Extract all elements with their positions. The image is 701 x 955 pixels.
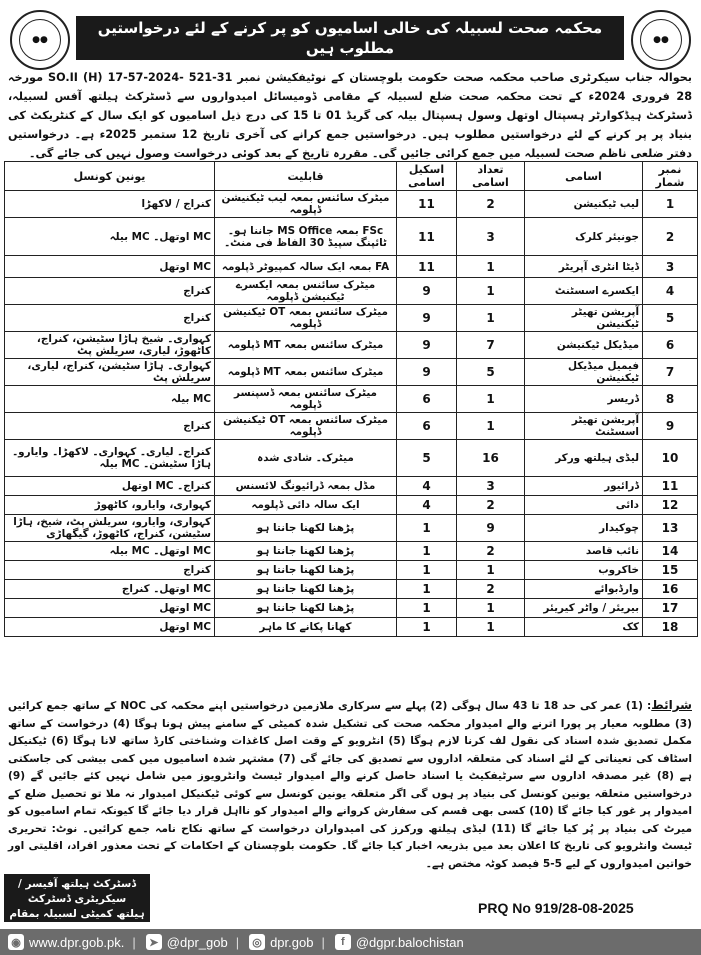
- cell-scale: 11: [397, 256, 457, 278]
- cell-qualification: FSc بمعہ MS Office جاننا ہو۔ ٹائپنگ سپیڈ 30 الفاظ فی منٹ۔: [215, 218, 397, 256]
- table-row: [5, 618, 698, 637]
- footer-twitter[interactable]: [146, 934, 228, 950]
- conditions-text: (1) عمر کی حد 18 تا 43 سال ہوگی (2) پہلے سے سرکاری ملازمین درخواستیں اپنے محکمہ کی NOC کے ساتھ جمع کرائیں (3) مطلوبہ معیار پر پورا اترنے والے امیدوار محکمہ صحت کی تشکیل شدہ کمیٹی کے سامنے پیش ہونا ہوگا (4) درخواست کے ساتھ مکمل تصدیق شدہ اسناد کی نقول لف کرنا لازم ہوگا (5) انٹرویو کے وقت اصل کاغذات وشناختی کارڈ ساتھ لانا ہوگا (6) ٹیکنیکل اسٹاف کی تعیناتی کے لئے اسناد کی متعلقہ اداروں سے تصدیق کی جائے گی (7) مشتہر شدہ اسامیوں میں کمی بیشی کی جاسکتی ہے (8) غیر مصدقہ اداروں سے سرٹیفکیٹ یا اسناد حاصل کرنے والے امیدوار ٹیسٹ وانٹرویوز میں شامل نہیں کئے جائیں گے (9) درخواستیں متعلقہ یونین کونسل کی بنیاد پر ہوں گی اگر متعلقہ یونین کونسل سے کوئی ٹیکنیکل امیدوار نہ ملا تو تحصیل ضلع کے امیدوار پر غور کیا جائے گا (10) کسی بھی قسم کی سفارش کروانے والے امیدوار کو نااہل قرار دیا جائے گا کیونکہ تمام اسامیوں کو میرٹ کی بنیاد پر پُر کیا جائے گا (11) لیڈی ہیلتھ ورکرز کی امیدواران درخواست کے ساتھ نکاح نامہ جمع کرائیں۔ نوٹ: تحریری ٹیسٹ وانٹرویو کی تاریخ کا اعلان بعد میں بذریعہ اخبار کیا جائے گا۔ حکومت بلوچستان کے احکامات کے تحت معذور افراد، اقلیتی اور خواتین امیدواروں کے لیے 5-5 فیصد کوٹہ مختص ہے۔: [8, 700, 693, 870]
- cell-serial: 14: [643, 542, 698, 561]
- cell-count: 1: [457, 386, 525, 413]
- table-row: [5, 256, 698, 278]
- cell-scale: 9: [397, 332, 457, 359]
- cell-post: خاکروب: [525, 561, 643, 580]
- cell-union-council: MC اوتھل۔ MC بیلہ: [5, 218, 215, 256]
- table-row: [5, 305, 698, 332]
- cell-union-council: MC اوتھل۔ کنراج: [5, 580, 215, 599]
- cell-serial: 6: [643, 332, 698, 359]
- twitter-text: @dpr_gob: [166, 934, 228, 950]
- cell-post: ڈیٹا انٹری آپریٹر: [525, 256, 643, 278]
- cell-qualification: پڑھنا لکھنا جانتا ہو: [215, 561, 397, 580]
- table-row: [5, 332, 698, 359]
- table-row: [5, 278, 698, 305]
- cell-post: فیمیل میڈیکل ٹیکنیشن: [525, 359, 643, 386]
- cell-serial: 15: [643, 561, 698, 580]
- cell-qualification: FA بمعہ ایک سالہ کمپیوٹر ڈپلومہ: [215, 256, 397, 278]
- cell-count: 2: [457, 496, 525, 515]
- cell-scale: 1: [397, 580, 457, 599]
- cell-qualification: ایک سالہ دائی ڈپلومہ: [215, 496, 397, 515]
- cell-scale: 4: [397, 496, 457, 515]
- table-row: [5, 599, 698, 618]
- header: [4, 6, 697, 68]
- cell-post: جونیئر کلرک: [525, 218, 643, 256]
- cell-post: ڈرائیور: [525, 477, 643, 496]
- cell-count: 1: [457, 256, 525, 278]
- cell-qualification: پڑھنا لکھنا جانتا ہو: [215, 599, 397, 618]
- cell-union-council: MC اوتھل۔ MC بیلہ: [5, 542, 215, 561]
- cell-qualification: پڑھنا لکھنا جانتا ہو: [215, 515, 397, 542]
- footer-website[interactable]: [8, 934, 124, 950]
- twitter-icon: ➤: [146, 934, 162, 950]
- cell-count: 1: [457, 305, 525, 332]
- cell-serial: 9: [643, 413, 698, 440]
- cell-count: 9: [457, 515, 525, 542]
- cell-post: چوکیدار: [525, 515, 643, 542]
- globe-icon: ◉: [8, 934, 24, 950]
- cell-serial: 18: [643, 618, 698, 637]
- table-body: [5, 191, 698, 637]
- conditions-heading: شرائط: [651, 698, 692, 712]
- cell-count: 1: [457, 413, 525, 440]
- footer-bar: [0, 929, 701, 955]
- cell-serial: 1: [643, 191, 698, 218]
- cell-serial: 11: [643, 477, 698, 496]
- cell-serial: 5: [643, 305, 698, 332]
- cell-post: آپریشن تھیٹر ٹیکنیشن: [525, 305, 643, 332]
- cell-serial: 17: [643, 599, 698, 618]
- cell-post: میڈیکل ٹیکنیشن: [525, 332, 643, 359]
- cell-post: ڈریسر: [525, 386, 643, 413]
- website-text: www.dpr.gob.pk.: [29, 934, 125, 950]
- cell-scale: 11: [397, 218, 457, 256]
- signature-line-1: ڈسٹرکٹ ہیلتھ آفیسر / سیکریٹری ڈسٹرکٹ: [17, 878, 137, 905]
- posts-table: [4, 161, 698, 637]
- cell-post: لیب ٹیکنیشن: [525, 191, 643, 218]
- cell-scale: 1: [397, 542, 457, 561]
- table-row: [5, 218, 698, 256]
- cell-qualification: میٹرک سائنس بمعہ ڈسپنسر ڈپلومہ: [215, 386, 397, 413]
- cell-scale: 1: [397, 618, 457, 637]
- cell-serial: 7: [643, 359, 698, 386]
- instagram-icon: ◎: [249, 934, 265, 950]
- divider: |: [235, 934, 240, 950]
- cell-union-council: کہواری۔ شیخ ہاڑا سٹیشن، کنراج، کاٹھوڑ، لیاری، سریلش پٹ: [5, 332, 215, 359]
- cell-scale: 4: [397, 477, 457, 496]
- cell-scale: 9: [397, 278, 457, 305]
- cell-qualification: پڑھنا لکھنا جانتا ہو: [215, 542, 397, 561]
- cell-count: 1: [457, 618, 525, 637]
- table-row: [5, 496, 698, 515]
- cell-count: 3: [457, 477, 525, 496]
- table-row: [5, 561, 698, 580]
- header-serial: نمبر شمار: [643, 162, 698, 191]
- cell-count: 5: [457, 359, 525, 386]
- cell-post: آپریشن تھیٹر اسسٹنٹ: [525, 413, 643, 440]
- department-logo-right: [631, 10, 691, 70]
- header-post: اسامی: [525, 162, 643, 191]
- cell-count: 3: [457, 218, 525, 256]
- cell-union-council: کہواری۔ ہاڑا سٹیشن، کنراج، لیاری، سریلش پٹ: [5, 359, 215, 386]
- cell-union-council: کنراج / لاکھڑا: [5, 191, 215, 218]
- footer-instagram[interactable]: [249, 934, 313, 950]
- emblem-icon: ●●: [640, 19, 682, 61]
- cell-qualification: مڈل بمعہ ڈرائیونگ لائسنس: [215, 477, 397, 496]
- cell-qualification: میٹرک۔ شادی شدہ: [215, 440, 397, 477]
- table-row: [5, 477, 698, 496]
- cell-scale: 11: [397, 191, 457, 218]
- header-union-council: یونین کونسل: [5, 162, 215, 191]
- cell-post: بیریئر / واٹر کیریئر: [525, 599, 643, 618]
- divider: |: [321, 934, 325, 950]
- table-row: [5, 359, 698, 386]
- signature-line-2: ہیلتھ کمیٹی لسبیلہ بمقام: [9, 908, 145, 920]
- table-row: [5, 515, 698, 542]
- signature-box: [4, 874, 150, 922]
- cell-qualification: میٹرک سائنس بمعہ OT ٹیکنیشن ڈپلومہ: [215, 413, 397, 440]
- page-title: محکمہ صحت لسبیلہ کی خالی اسامیوں کو پر کرنے کے لئے درخواستیں مطلوب ہیں: [76, 16, 624, 60]
- footer-facebook[interactable]: [335, 934, 464, 950]
- cell-qualification: میٹرک سائنس بمعہ لیب ٹیکنیشن ڈپلومہ: [215, 191, 397, 218]
- cell-count: 1: [457, 278, 525, 305]
- cell-count: 2: [457, 542, 525, 561]
- cell-union-council: MC اوتھل: [5, 599, 215, 618]
- cell-union-council: کنراج۔ لیاری۔ کہواری۔ لاکھڑا۔ وایارو۔ ہاڑا سٹیشن۔ MC بیلہ: [5, 440, 215, 477]
- cell-serial: 10: [643, 440, 698, 477]
- prq-number: PRQ No 919/28-08-2025: [478, 900, 634, 916]
- cell-qualification: میٹرک سائنس بمعہ ایکسرے ٹیکنیشن ڈپلومہ: [215, 278, 397, 305]
- department-logo-left: [10, 10, 70, 70]
- table-row: [5, 191, 698, 218]
- cell-qualification: میٹرک سائنس بمعہ OT ٹیکنیشن ڈپلومہ: [215, 305, 397, 332]
- table-row: [5, 580, 698, 599]
- cell-post: دائی: [525, 496, 643, 515]
- cell-union-council: MC بیلہ: [5, 386, 215, 413]
- cell-scale: 1: [397, 561, 457, 580]
- table-row: [5, 413, 698, 440]
- cell-serial: 4: [643, 278, 698, 305]
- cell-qualification: میٹرک سائنس بمعہ MT ڈپلومہ: [215, 359, 397, 386]
- cell-scale: 1: [397, 599, 457, 618]
- cell-qualification: کھانا پکانے کا ماہر: [215, 618, 397, 637]
- cell-count: 2: [457, 580, 525, 599]
- cell-qualification: پڑھنا لکھنا جانتا ہو: [215, 580, 397, 599]
- table-row: [5, 440, 698, 477]
- cell-serial: 3: [643, 256, 698, 278]
- cell-serial: 2: [643, 218, 698, 256]
- cell-count: 2: [457, 191, 525, 218]
- cell-union-council: MC اوتھل: [5, 618, 215, 637]
- cell-union-council: کنراج: [5, 561, 215, 580]
- cell-union-council: کنراج۔ MC اوتھل: [5, 477, 215, 496]
- cell-union-council: MC اوتھل: [5, 256, 215, 278]
- conditions-section: شرائط: (1) عمر کی حد 18 تا 43 سال ہوگی (2) پہلے سے سرکاری ملازمین درخواستیں اپنے محکمہ کی NOC کے ساتھ جمع کرائیں (3) مطلوبہ معیار پر پورا اترنے والے امیدوار محکمہ صحت کی تشکیل شدہ کمیٹی کے سامنے پیش ہونا ہوگا (4) درخواست کے ساتھ مکمل تصدیق شدہ اسناد کی نقول لف کرنا لازم ہوگا (5) انٹرویو کے وقت اصل کاغذات وشناختی کارڈ ساتھ لانا ہوگا (6) ٹیکنیکل اسٹاف کی تعیناتی کے لئے اسناد کی متعلقہ اداروں سے تصدیق کی جائے گی (7) مشتہر شدہ اسامیوں میں کمی بیشی کی جاسکتی ہے (8) غیر مصدقہ اداروں سے سرٹیفکیٹ یا اسناد حاصل کرنے والے امیدوار ٹیسٹ وانٹرویوز میں شامل نہیں کئے جائیں گے (9) درخواستیں متعلقہ یونین کونسل کی بنیاد پر ہوں گی اگر متعلقہ یونین کونسل سے کوئی ٹیکنیکل امیدوار نہ ملا تو تحصیل ضلع کے امیدوار پر غور کیا جائے گا (10) کسی بھی قسم کی سفارش کروانے والے امیدوار کو نااہل قرار دیا جائے گا کیونکہ تمام اسامیوں کو میرٹ کی بنیاد پر پُر کیا جائے گا (11) لیڈی ہیلتھ ورکرز کی امیدواران درخواست کے ساتھ نکاح نامہ جمع کرائیں۔ نوٹ: تحریری ٹیسٹ وانٹرویو کی تاریخ کا اعلان بعد میں بذریعہ اخبار کیا جائے گا۔ حکومت بلوچستان کے احکامات کے تحت معذور افراد، اقلیتی اور خواتین امیدواروں کے لیے 5-5 فیصد کوٹہ مختص ہے۔: [8, 698, 693, 870]
- cell-union-council: کہواری، وایارو، سریلش پٹ، شیخ، ہاڑا سٹیشن، کنراج، کاٹھوڑ، گیگھاڑی: [5, 515, 215, 542]
- cell-post: نائب قاصد: [525, 542, 643, 561]
- cell-scale: 5: [397, 440, 457, 477]
- header-scale: اسکیل اسامی: [397, 162, 457, 191]
- table-header-row: [5, 162, 698, 191]
- header-qualification: قابلیت: [215, 162, 397, 191]
- facebook-text: @dgpr.balochistan: [355, 934, 464, 950]
- cell-post: کک: [525, 618, 643, 637]
- cell-count: 1: [457, 561, 525, 580]
- cell-post: وارڈبوائے: [525, 580, 643, 599]
- cell-serial: 16: [643, 580, 698, 599]
- cell-count: 7: [457, 332, 525, 359]
- cell-post: ایکسرے اسسٹنٹ: [525, 278, 643, 305]
- cell-serial: 13: [643, 515, 698, 542]
- cell-scale: 6: [397, 413, 457, 440]
- cell-scale: 6: [397, 386, 457, 413]
- cell-union-council: کہواری، وایارو، کاٹھوڑ: [5, 496, 215, 515]
- facebook-icon: f: [335, 934, 351, 950]
- cell-serial: 8: [643, 386, 698, 413]
- cell-union-council: کنراج: [5, 278, 215, 305]
- cell-post: لیڈی ہیلتھ ورکر: [525, 440, 643, 477]
- cell-serial: 12: [643, 496, 698, 515]
- divider: |: [132, 934, 136, 950]
- header-count: تعداد اسامی: [457, 162, 525, 191]
- cell-union-council: کنراج: [5, 413, 215, 440]
- table-row: [5, 542, 698, 561]
- cell-scale: 9: [397, 305, 457, 332]
- intro-paragraph: بحوالہ جناب سیکرٹری صاحب محکمہ صحت حکومت بلوچستان کے نوٹیفکیشن نمبر SO.II (H) 17-57-2024- 521-31 مورخہ 28 فروری 2024ء کے تحت محکمہ صحت ضلع لسبیلہ کے مقامی ڈومیسائل امیدواروں سے ڈسٹرکٹ ہیلتھ آفس لسبیلہ، ڈسٹرکٹ ہیڈکوارٹر ہسپتال اوتھل وسول ہسپتال بیلہ کی گریڈ 01 تا 15 کی درج ذیل اسامیوں کو ایک سال کے کنٹریکٹ کی بنیاد پر پر کرنے کے لئے درخواستیں مطلوب ہیں۔ درخواستیں جمع کرانے کی آخری تاریخ 12 ستمبر 2025ء ہے۔ درخواستیں دفتر ضلعی ناظم صحت لسبیلہ میں جمع کرائی جائیں گی۔ مقررہ تاریخ کے بعد کوئی درخواست وصول نہیں کی جائے گی۔: [8, 71, 692, 160]
- instagram-text: dpr.gob: [270, 934, 314, 950]
- cell-union-council: کنراج: [5, 305, 215, 332]
- cell-scale: 9: [397, 359, 457, 386]
- table-row: [5, 386, 698, 413]
- cell-count: 1: [457, 599, 525, 618]
- cell-qualification: میٹرک سائنس بمعہ MT ڈپلومہ: [215, 332, 397, 359]
- cell-count: 16: [457, 440, 525, 477]
- cell-scale: 1: [397, 515, 457, 542]
- emblem-icon: ●●: [19, 19, 61, 61]
